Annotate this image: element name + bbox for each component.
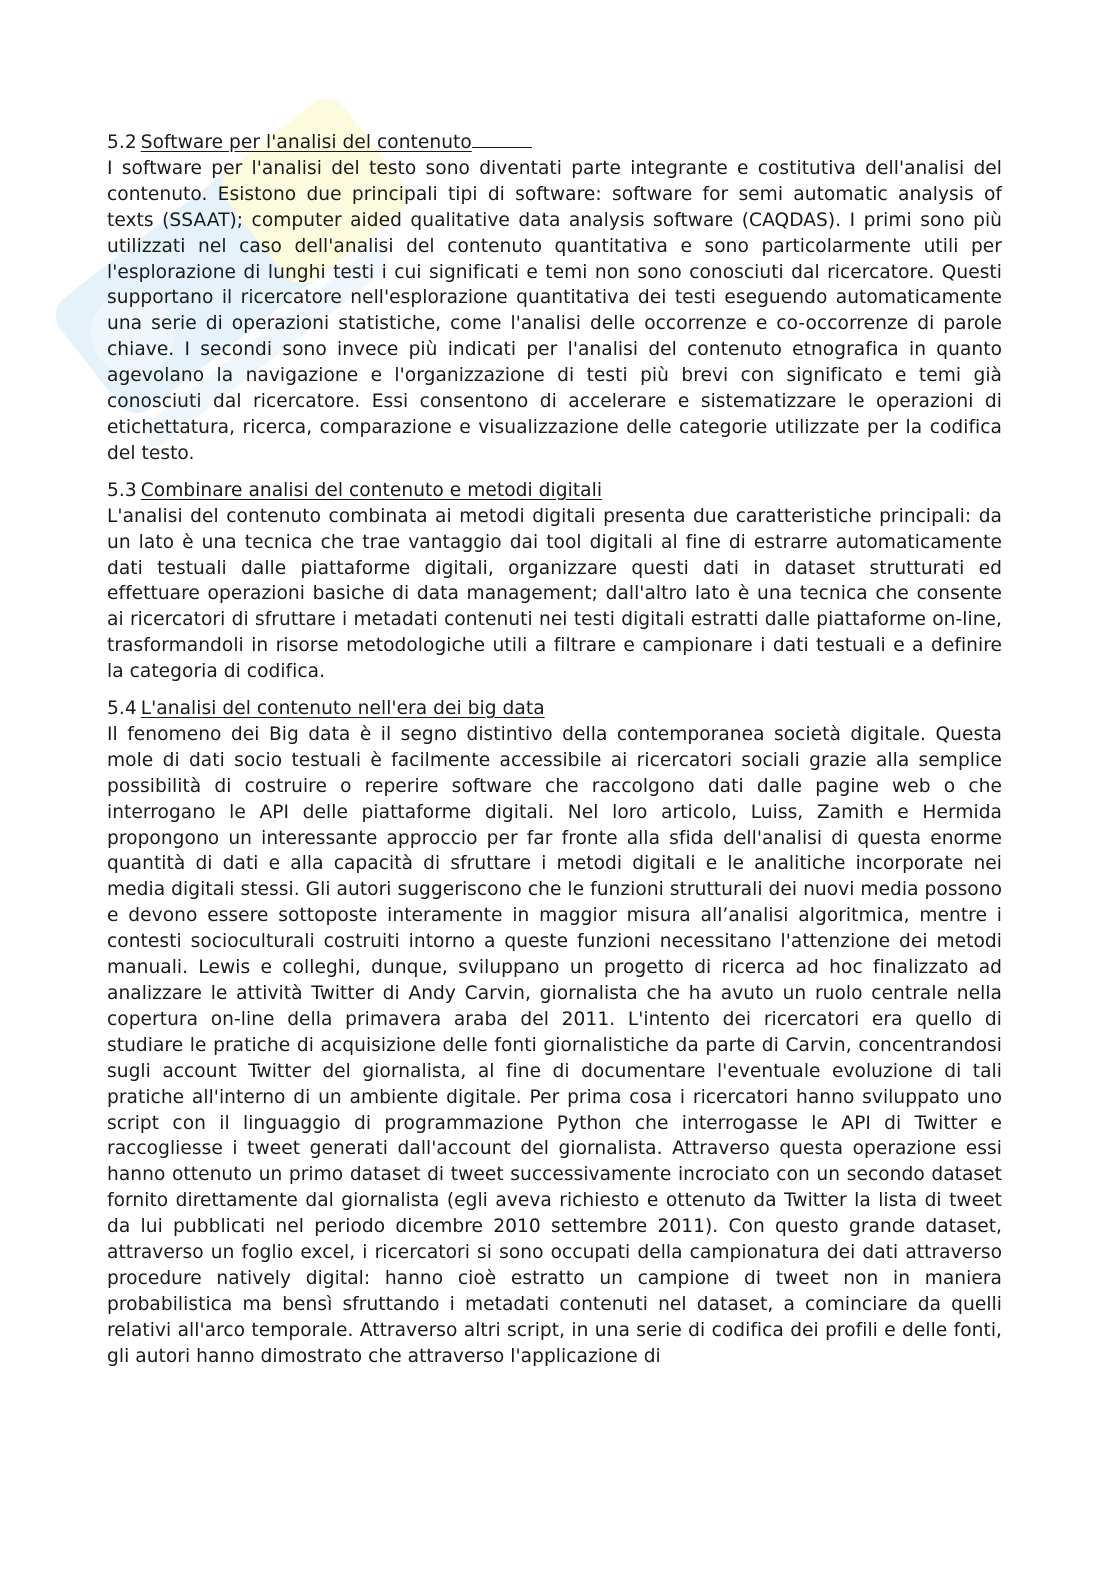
section-paragraph: Il fenomeno dei Big data è il segno distintivo della contemporanea società digitale. Questa mole di dati socio testuali è facilmente accessibile ai ricercatori sociali grazie alla semplice possibilità di costruire o reperire software che raccolgono dati dalle pagine web o che interrogano le API delle piattaforme digitali. Nel loro articolo, Luiss, Zamith e Hermida propongono un interessante approccio per far fronte alla sfida dell'analisi di questa enorme quantità di dati e alla capacità di sfruttare i metodi digitali e le analitiche incorporate nei media digitali stessi. Gli autori suggeriscono che le funzioni strutturali dei nuovi media possono e devono essere sottoposte interamente in maggior misura all’analisi algoritmica, mentre i contesti socioculturali costruiti intorno a queste funzioni necessitano l'attenzione dei metodi manuali. Lewis e colleghi, dunque, sviluppano un progetto di ricerca ad hoc finalizzato ad analizzare le attività Twitter di Andy Carvin, giornalista che ha avuto un ruolo centrale nella copertura on-line della primavera araba del 2011. L'intento dei ricercatori era quello di studiare le pratiche di acquisizione delle fonti giornalistiche da parte di Carvin, concentrandosi sugli account Twitter del giornalista, al fine di documentare l'eventuale evoluzione di tali pratiche all'interno di un ambiente digitale. Per prima cosa i ricercatori hanno sviluppato uno script con il linguaggio di programmazione Python che interrogasse le API di Twitter e raccogliesse i tweet generati dall'account del giornalista. Attraverso questa operazione essi hanno ottenuto un primo dataset di tweet successivamente incrociato con un secondo dataset fornito direttamente dal giornalista (egli aveva richiesto e ottenuto da Twitter la lista di tweet da lui pubblicati nel periodo dicembre 2010 settembre 2011). Con questo grande dataset, attraverso un foglio excel, i ricercatori si sono occupati della campionatura dei dati attraverso procedure natively digital: hanno cioè estratto un campione di tweet non in maniera probabilistica ma bensì sfruttando i metadati contenuti nel dataset, a cominciare da quelli relativi all'arco temporale. Attraverso altri script, in una serie di codifica dei profili e delle fonti, gli autori hanno dimostrato che attraverso l'applicazione di (107, 723, 1002, 1367)
section-paragraph: L'analisi del contenuto combinata ai metodi digitali presenta due caratteristiche principali: da un lato è una tecnica che trae vantaggio dai tool digitali al fine di estrarre automaticamente dati testuali dalle piattaforme digitali, organizzare questi dati in dataset strutturati ed effettuare operazioni basiche di data management; dall'altro lato è una tecnica che consente ai ricercatori di sfruttare i metadati contenuti nei testi digitali estratti dalle piattaforme on-line, trasformandoli in risorse metodologiche utili a filtrare e campionare i dati testuali e a definire la categoria di codifica. (107, 505, 1002, 683)
document-body (107, 130, 1002, 1381)
section-heading (107, 696, 1002, 722)
section-heading (107, 478, 1002, 504)
section-heading (107, 130, 1002, 156)
section-5-3 (107, 478, 1002, 685)
section-paragraph: I software per l'analisi del testo sono diventati parte integrante e costitutiva dell'analisi del contenuto. Esistono due principali tipi di software: software for semi automatic analysis of texts (SSAAT); computer aided qualitative data analysis software (CAQDAS). I primi sono più utilizzati nel caso dell'analisi del contenuto quantitativa e sono particolarmente utili per l'esplorazione di lunghi testi i cui significati e temi non sono conosciuti dal ricercatore. Questi supportano il ricercatore nell'esplorazione quantitativa dei testi eseguendo automaticamente una serie di operazioni statistiche, come l'analisi delle occorrenze e co-occorrenze di parole chiave. I secondi sono invece più indicati per l'analisi del contenuto etnografica in quanto agevolano la navigazione e l'organizzazione di testi più brevi con significato e temi già conosciuti dal ricercatore. Essi consentono di accelerare e sistematizzare le operazioni di etichettatura, ricerca, comparazione e visualizzazione delle categorie utilizzate per la codifica del testo. (107, 157, 1002, 464)
section-number: 5.4 (107, 698, 137, 720)
section-number: 5.2 (107, 132, 137, 153)
heading-underline-extension (472, 130, 532, 148)
section-title: L'analisi del contenuto nell'era dei big data (140, 698, 545, 720)
section-5-4 (107, 696, 1002, 1370)
section-title: Combinare analisi del contenuto e metodi digitali (140, 479, 603, 501)
section-5-2 (107, 130, 1002, 467)
section-title: Software per l'analisi del contenuto (140, 132, 472, 153)
section-number: 5.3 (107, 479, 137, 501)
